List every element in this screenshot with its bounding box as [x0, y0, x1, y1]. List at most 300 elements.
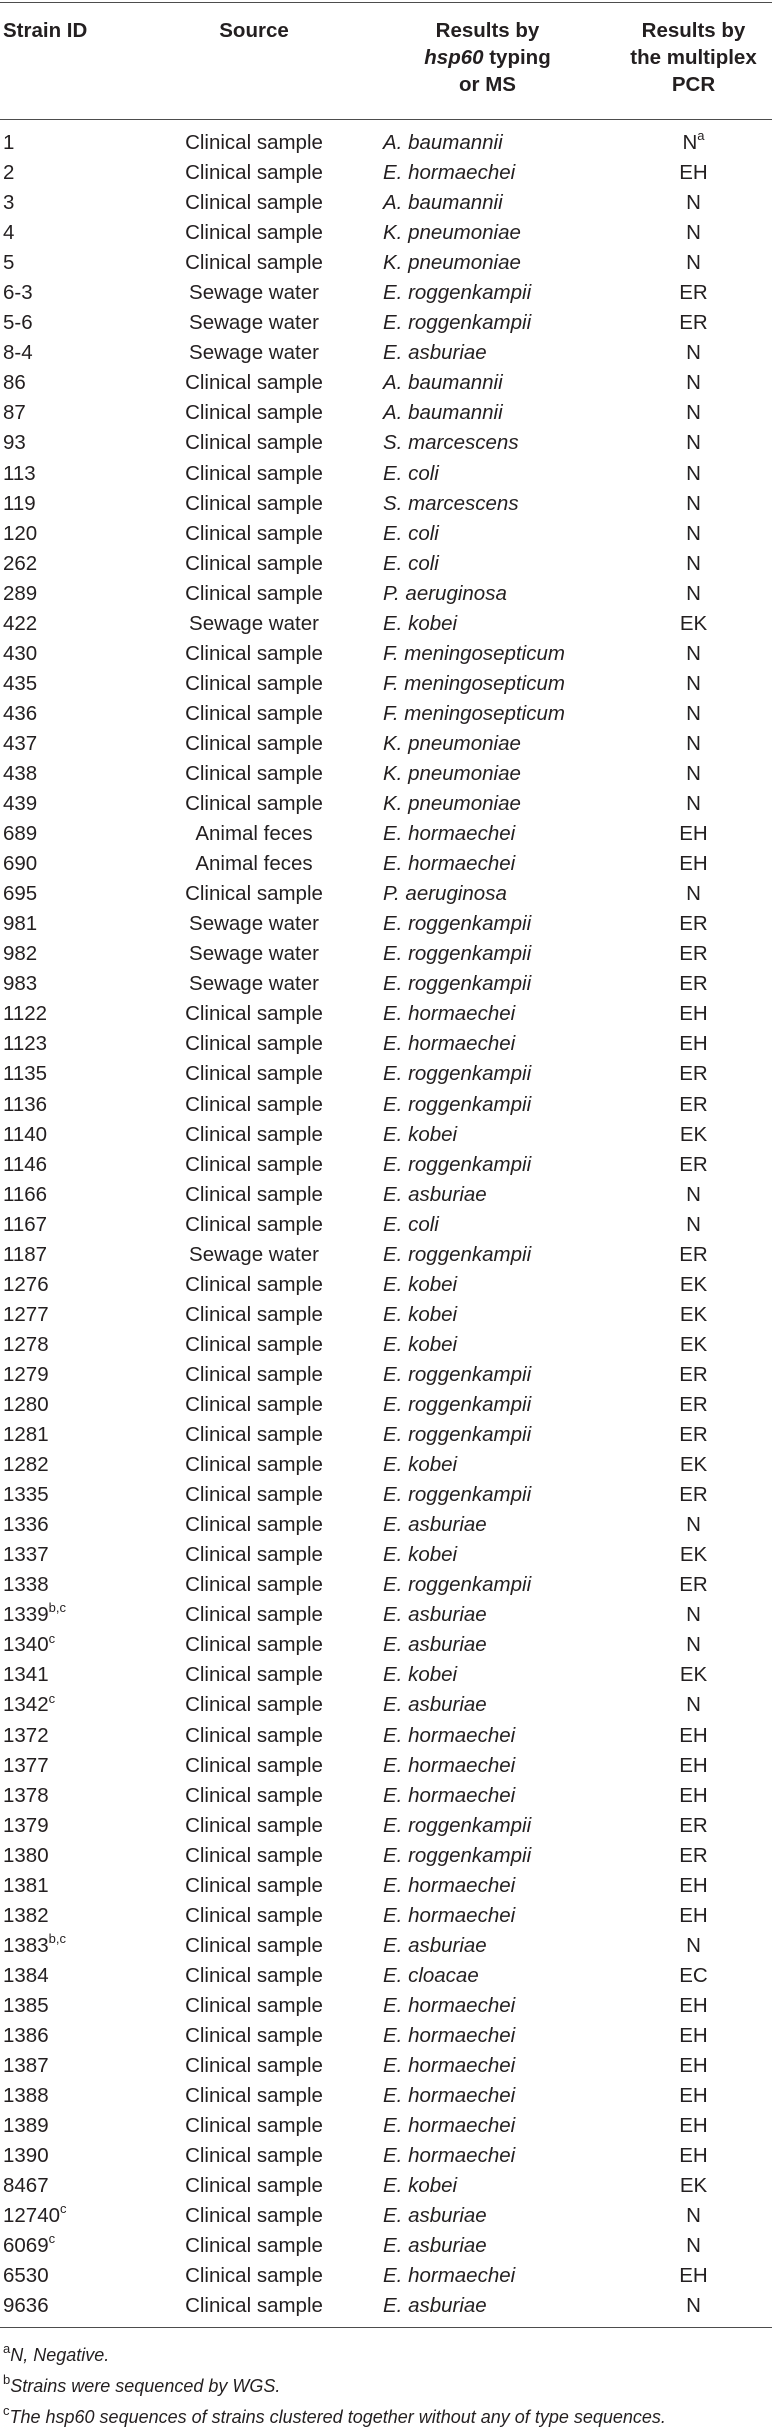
pcr-result-text: ER — [679, 1423, 708, 1447]
strain-id-text: 1122 — [3, 1002, 48, 1026]
cell-strain-id — [0, 1961, 148, 1991]
cell-species: P. aeruginosa — [383, 882, 507, 906]
table-row — [0, 1300, 772, 1330]
cell-pcr-result — [615, 1059, 772, 1089]
cell-source: Clinical sample — [185, 1483, 323, 1507]
table-row — [0, 1841, 772, 1871]
strain-id-footnote-mark: c — [48, 1630, 56, 1646]
cell-species: E. kobei — [383, 1663, 458, 1687]
footnote-mark: c — [3, 2403, 10, 2419]
cell-pcr-result — [615, 2081, 772, 2111]
cell-strain-id — [0, 2201, 148, 2231]
table-row — [0, 2291, 772, 2328]
cell-species: E. hormaechei — [383, 2084, 516, 2108]
cell-strain-id — [0, 2291, 148, 2328]
cell-strain-id — [0, 368, 148, 398]
cell-source: Sewage water — [189, 341, 319, 365]
strain-id-text: 438 — [3, 762, 38, 785]
pcr-result-text: EH — [679, 2084, 708, 2108]
cell-strain-id — [0, 1630, 148, 1660]
pcr-result-text: N — [686, 2204, 701, 2228]
cell-species: S. marcescens — [383, 431, 519, 455]
cell-strain-id — [0, 489, 148, 519]
table-row — [0, 1991, 772, 2021]
cell-source: Clinical sample — [185, 1963, 323, 1987]
cell-pcr-result — [615, 2051, 772, 2081]
strain-id-text: 695 — [3, 882, 38, 906]
cell-pcr-result — [615, 218, 772, 248]
strain-id-text: 5 — [3, 251, 15, 275]
pcr-result-text: EH — [679, 1903, 708, 1927]
cell-strain-id — [0, 1901, 148, 1931]
strain-id-text: 1281 — [3, 1423, 49, 1447]
pcr-result-text: N — [686, 762, 701, 785]
cell-strain-id — [0, 1600, 148, 1630]
pcr-result-text: EH — [679, 2054, 708, 2078]
table-row — [0, 969, 772, 999]
strain-id-text: 1380 — [3, 1843, 49, 1867]
cell-species: E. hormaechei — [383, 2144, 516, 2168]
cell-strain-id — [0, 1059, 148, 1089]
strain-id-text: 1146 — [3, 1152, 48, 1176]
cell-source: Clinical sample — [185, 551, 323, 575]
strain-id-text: 1390 — [3, 2144, 49, 2168]
cell-pcr-result — [615, 1390, 772, 1420]
strain-id-text: 439 — [3, 792, 38, 816]
cell-species: K. pneumoniae — [383, 731, 521, 755]
cell-species: E. roggenkampii — [383, 1152, 532, 1176]
table-row — [0, 188, 772, 218]
cell-strain-id — [0, 248, 148, 278]
pcr-result-text: EK — [679, 611, 708, 635]
footnote-text: The hsp60 sequences of strains clustered together without any of type sequences. — [9, 2407, 666, 2428]
cell-strain-id — [0, 1270, 148, 1300]
table-row — [0, 2081, 772, 2111]
cell-source: Clinical sample — [185, 1272, 323, 1296]
cell-source: Clinical sample — [185, 2114, 323, 2138]
pcr-result-text: N — [686, 731, 701, 755]
strain-id-text: 430 — [3, 641, 38, 665]
cell-source: Clinical sample — [185, 1933, 323, 1957]
strain-id-text: 437 — [3, 731, 38, 755]
strain-id-text: 422 — [3, 611, 38, 635]
cell-source: Clinical sample — [185, 1993, 323, 2017]
pcr-result-text: N — [686, 341, 701, 365]
cell-source: Clinical sample — [185, 1002, 323, 1026]
strain-id-text: 1389 — [3, 2114, 49, 2138]
pcr-result-text: EH — [679, 2023, 708, 2047]
strain-id-text: 5-6 — [3, 311, 33, 335]
table-row — [0, 939, 772, 969]
pcr-result-text: N — [686, 2294, 701, 2318]
cell-source: Clinical sample — [185, 762, 323, 785]
cell-pcr-result — [615, 1480, 772, 1510]
cell-pcr-result — [615, 1961, 772, 1991]
pcr-result-text: EK — [679, 1272, 708, 1296]
cell-source: Clinical sample — [185, 221, 323, 245]
cell-source: Clinical sample — [185, 2084, 323, 2108]
footnote-a — [3, 2340, 772, 2371]
cell-species: E. hormaechei — [383, 2054, 516, 2078]
pcr-result-text: ER — [679, 1362, 708, 1386]
cell-source: Clinical sample — [185, 431, 323, 455]
table-row — [0, 849, 772, 879]
cell-strain-id — [0, 1751, 148, 1781]
cell-pcr-result — [615, 2111, 772, 2141]
cell-species: E. hormaechei — [383, 1903, 516, 1927]
strain-id-text: 1385 — [3, 1993, 49, 2017]
header-hsp60-gene: hsp60 — [424, 46, 484, 69]
cell-species: E. hormaechei — [383, 1032, 516, 1056]
pcr-result-text: N — [686, 1212, 701, 1236]
cell-strain-id — [0, 549, 148, 579]
cell-source: Clinical sample — [185, 1843, 323, 1867]
cell-source: Clinical sample — [185, 161, 323, 185]
cell-source: Clinical sample — [185, 671, 323, 695]
cell-strain-id — [0, 428, 148, 458]
cell-pcr-result — [615, 1300, 772, 1330]
cell-strain-id — [0, 1720, 148, 1750]
cell-source: Clinical sample — [185, 2174, 323, 2198]
strain-id-text: 1277 — [3, 1302, 49, 1326]
pcr-result-text: N — [686, 882, 701, 906]
cell-species: E. kobei — [383, 611, 458, 635]
table-row — [0, 248, 772, 278]
table-row — [0, 639, 772, 669]
table-row — [0, 1751, 772, 1781]
pcr-result-text: N — [686, 551, 701, 575]
table-row — [0, 999, 772, 1029]
cell-source: Clinical sample — [185, 1392, 323, 1416]
table-row — [0, 2021, 772, 2051]
pcr-result-text: EH — [679, 2144, 708, 2168]
cell-strain-id — [0, 759, 148, 789]
cell-pcr-result — [615, 1450, 772, 1480]
cell-strain-id — [0, 2111, 148, 2141]
cell-strain-id — [0, 519, 148, 549]
strain-id-text: 1340 — [3, 1633, 49, 1657]
strain-id-footnote-mark: c — [48, 2231, 56, 2247]
cell-pcr-result — [615, 308, 772, 338]
cell-pcr-result — [615, 579, 772, 609]
pcr-result-text: N — [686, 1513, 701, 1537]
cell-species: E. asburiae — [383, 2234, 487, 2258]
cell-species: E. coli — [383, 521, 439, 545]
cell-source: Clinical sample — [185, 1783, 323, 1807]
cell-species: E. asburiae — [383, 1693, 487, 1717]
cell-pcr-result — [615, 939, 772, 969]
cell-strain-id — [0, 909, 148, 939]
cell-species: E. coli — [383, 551, 439, 575]
cell-pcr-result — [615, 2171, 772, 2201]
table-row — [0, 2141, 772, 2171]
cell-pcr-result — [615, 338, 772, 368]
table-row — [0, 1781, 772, 1811]
pcr-result-text: EH — [679, 1783, 708, 1807]
cell-pcr-result — [615, 1600, 772, 1630]
cell-strain-id — [0, 308, 148, 338]
pcr-result-text: N — [686, 581, 701, 605]
strain-id-text: 6-3 — [3, 281, 33, 305]
pcr-result-text: N — [686, 191, 701, 215]
strain-id-text: 689 — [3, 822, 38, 846]
cell-source: Clinical sample — [185, 1903, 323, 1927]
table-row — [0, 1390, 772, 1420]
cell-species: E. asburiae — [383, 1513, 487, 1537]
cell-source: Clinical sample — [185, 1603, 323, 1627]
cell-strain-id — [0, 1330, 148, 1360]
table-row — [0, 428, 772, 458]
cell-pcr-result — [615, 428, 772, 458]
table-row — [0, 1570, 772, 1600]
cell-species: E. kobei — [383, 1332, 458, 1356]
cell-strain-id — [0, 1360, 148, 1390]
cell-strain-id — [0, 1420, 148, 1450]
table-row — [0, 1420, 772, 1450]
cell-species: E. roggenkampii — [383, 1062, 532, 1086]
cell-source: Clinical sample — [185, 882, 323, 906]
cell-species: E. coli — [383, 1212, 439, 1236]
cell-source: Clinical sample — [185, 1212, 323, 1236]
cell-strain-id — [0, 1029, 148, 1059]
cell-pcr-result — [615, 2261, 772, 2291]
pcr-result-text: N — [686, 521, 701, 545]
cell-strain-id — [0, 1480, 148, 1510]
cell-source: Clinical sample — [185, 1122, 323, 1146]
cell-pcr-result — [615, 699, 772, 729]
cell-pcr-result — [615, 1630, 772, 1660]
cell-source: Clinical sample — [185, 731, 323, 755]
cell-strain-id — [0, 2081, 148, 2111]
cell-species: E. hormaechei — [383, 161, 516, 185]
strain-id-text: 1379 — [3, 1813, 49, 1837]
pcr-result-text: ER — [679, 281, 708, 305]
pcr-result-text: N — [686, 461, 701, 485]
pcr-result-text: ER — [679, 912, 708, 936]
cell-species: E. kobei — [383, 1122, 458, 1146]
cell-strain-id — [0, 1150, 148, 1180]
pcr-result-text: EK — [679, 1663, 708, 1687]
cell-species: E. asburiae — [383, 1933, 487, 1957]
cell-strain-id — [0, 2051, 148, 2081]
cell-strain-id — [0, 1450, 148, 1480]
cell-source: Clinical sample — [185, 191, 323, 215]
cell-species: E. kobei — [383, 1302, 458, 1326]
cell-pcr-result — [615, 909, 772, 939]
pcr-result-text: N — [686, 1693, 701, 1717]
strain-id-text: 8-4 — [3, 341, 33, 365]
cell-source: Clinical sample — [185, 1873, 323, 1897]
cell-species: E. roggenkampii — [383, 912, 532, 936]
table-row — [0, 1690, 772, 1720]
pcr-result-text: N — [686, 1603, 701, 1627]
strain-id-text: 9636 — [3, 2294, 49, 2318]
strain-id-text: 1388 — [3, 2084, 49, 2108]
cell-strain-id — [0, 999, 148, 1029]
pcr-result-text: EK — [679, 1453, 708, 1477]
footnote-mark: a — [3, 2341, 11, 2357]
pcr-result-text: EH — [679, 2264, 708, 2288]
pcr-result-text: EH — [679, 822, 708, 846]
pcr-result-text: N — [682, 131, 698, 155]
cell-strain-id — [0, 1240, 148, 1270]
cell-strain-id — [0, 1090, 148, 1120]
table-row — [0, 1330, 772, 1360]
strain-id-text: 113 — [3, 461, 36, 485]
cell-strain-id — [0, 1841, 148, 1871]
table-row — [0, 2111, 772, 2141]
strain-id-text: 1378 — [3, 1783, 49, 1807]
pcr-result-text: EH — [679, 1993, 708, 2017]
cell-species: P. aeruginosa — [383, 581, 507, 605]
table-row — [0, 1150, 772, 1180]
pcr-result-text: ER — [679, 942, 708, 966]
cell-pcr-result — [615, 2291, 772, 2328]
cell-species: E. hormaechei — [383, 852, 516, 876]
cell-strain-id — [0, 2171, 148, 2201]
pcr-result-text: N — [686, 401, 701, 425]
cell-pcr-result — [615, 1841, 772, 1871]
strain-id-text: 1372 — [3, 1723, 49, 1747]
cell-pcr-result — [615, 2021, 772, 2051]
cell-strain-id — [0, 2261, 148, 2291]
strain-id-text: 12740 — [3, 2204, 61, 2228]
cell-source: Clinical sample — [185, 1092, 323, 1116]
cell-strain-id — [0, 579, 148, 609]
pcr-result-text: N — [686, 1933, 701, 1957]
cell-strain-id — [0, 819, 148, 849]
table-row — [0, 2261, 772, 2291]
strain-id-text: 1167 — [3, 1212, 48, 1236]
strain-id-text: 1384 — [3, 1963, 49, 1987]
strain-id-text: 3 — [3, 191, 15, 215]
header-hsp60-line2: or MS — [459, 73, 516, 96]
cell-strain-id — [0, 879, 148, 909]
pcr-result-text: N — [686, 221, 701, 245]
cell-strain-id — [0, 1991, 148, 2021]
header-pcr-results — [615, 3, 772, 120]
cell-species: E. hormaechei — [383, 1873, 516, 1897]
table-row — [0, 1931, 772, 1961]
cell-source: Clinical sample — [185, 2234, 323, 2258]
cell-species: E. roggenkampii — [383, 942, 532, 966]
cell-pcr-result — [615, 1029, 772, 1059]
table-row — [0, 1961, 772, 1991]
cell-species: E. hormaechei — [383, 1753, 516, 1777]
cell-pcr-result — [615, 1901, 772, 1931]
cell-pcr-result — [615, 789, 772, 819]
strain-id-text: 2 — [3, 161, 15, 185]
strain-id-text: 1381 — [3, 1873, 49, 1897]
cell-source: Sewage water — [189, 972, 319, 996]
strain-id-text: 1335 — [3, 1483, 49, 1507]
strain-id-text: 983 — [3, 972, 38, 996]
cell-source: Sewage water — [189, 912, 319, 936]
strain-id-text: 1140 — [3, 1122, 48, 1146]
cell-species: E. roggenkampii — [383, 1242, 532, 1266]
strain-id-text: 1382 — [3, 1903, 49, 1927]
cell-source: Clinical sample — [185, 701, 323, 725]
cell-pcr-result — [615, 519, 772, 549]
table-row — [0, 579, 772, 609]
pcr-result-text: ER — [679, 1062, 708, 1086]
cell-pcr-result — [615, 459, 772, 489]
table-row — [0, 1210, 772, 1240]
pcr-result-text: ER — [679, 1843, 708, 1867]
cell-pcr-result — [615, 398, 772, 428]
header-hsp60-line0: Results by — [435, 19, 540, 42]
cell-source: Clinical sample — [185, 401, 323, 425]
strain-id-text: 1383 — [3, 1933, 49, 1957]
cell-species: E. roggenkampii — [383, 1392, 532, 1416]
pcr-result-text: EK — [679, 1332, 708, 1356]
cell-species: E. kobei — [383, 1543, 458, 1567]
strain-id-text: 87 — [3, 401, 26, 425]
table-row — [0, 1660, 772, 1690]
cell-species: A. baumannii — [383, 401, 503, 425]
cell-strain-id — [0, 218, 148, 248]
table-row — [0, 1120, 772, 1150]
cell-source: Clinical sample — [185, 2264, 323, 2288]
table-row — [0, 1510, 772, 1540]
table-row — [0, 789, 772, 819]
cell-species: E. cloacae — [383, 1963, 479, 1987]
strain-id-footnote-mark: c — [48, 1690, 56, 1706]
cell-source: Clinical sample — [185, 521, 323, 545]
cell-strain-id — [0, 1570, 148, 1600]
cell-source: Clinical sample — [185, 1423, 323, 1447]
cell-pcr-result — [615, 188, 772, 218]
pcr-footnote-mark: a — [697, 128, 705, 144]
cell-strain-id — [0, 1210, 148, 1240]
strain-id-text: 1337 — [3, 1543, 49, 1567]
pcr-result-text: N — [686, 701, 701, 725]
table-row — [0, 819, 772, 849]
cell-pcr-result — [615, 549, 772, 579]
table-row — [0, 909, 772, 939]
cell-strain-id — [0, 459, 148, 489]
cell-pcr-result — [615, 1360, 772, 1390]
strain-id-text: 6530 — [3, 2264, 49, 2288]
pcr-result-text: N — [686, 491, 701, 515]
pcr-result-text: EK — [679, 1543, 708, 1567]
strain-id-text: 1342 — [3, 1693, 49, 1717]
cell-strain-id — [0, 2021, 148, 2051]
cell-strain-id — [0, 2141, 148, 2171]
table-row — [0, 459, 772, 489]
cell-species: E. roggenkampii — [383, 1362, 532, 1386]
cell-pcr-result — [615, 1510, 772, 1540]
cell-source: Clinical sample — [185, 581, 323, 605]
cell-strain-id — [0, 729, 148, 759]
table-row — [0, 218, 772, 248]
header-row — [0, 3, 772, 120]
strain-id-footnote-mark: b,c — [48, 1931, 66, 1946]
cell-species: E. roggenkampii — [383, 1423, 532, 1447]
cell-source: Clinical sample — [185, 491, 323, 515]
strain-id-text: 1135 — [3, 1062, 48, 1086]
cell-pcr-result — [615, 1120, 772, 1150]
footnote-b — [3, 2371, 772, 2402]
cell-source: Clinical sample — [185, 1332, 323, 1356]
pcr-result-text: ER — [679, 1152, 708, 1176]
table-row — [0, 1270, 772, 1300]
cell-strain-id — [0, 1510, 148, 1540]
cell-pcr-result — [615, 1180, 772, 1210]
cell-source: Clinical sample — [185, 2294, 323, 2318]
cell-species: E. roggenkampii — [383, 311, 532, 335]
cell-pcr-result — [615, 1150, 772, 1180]
